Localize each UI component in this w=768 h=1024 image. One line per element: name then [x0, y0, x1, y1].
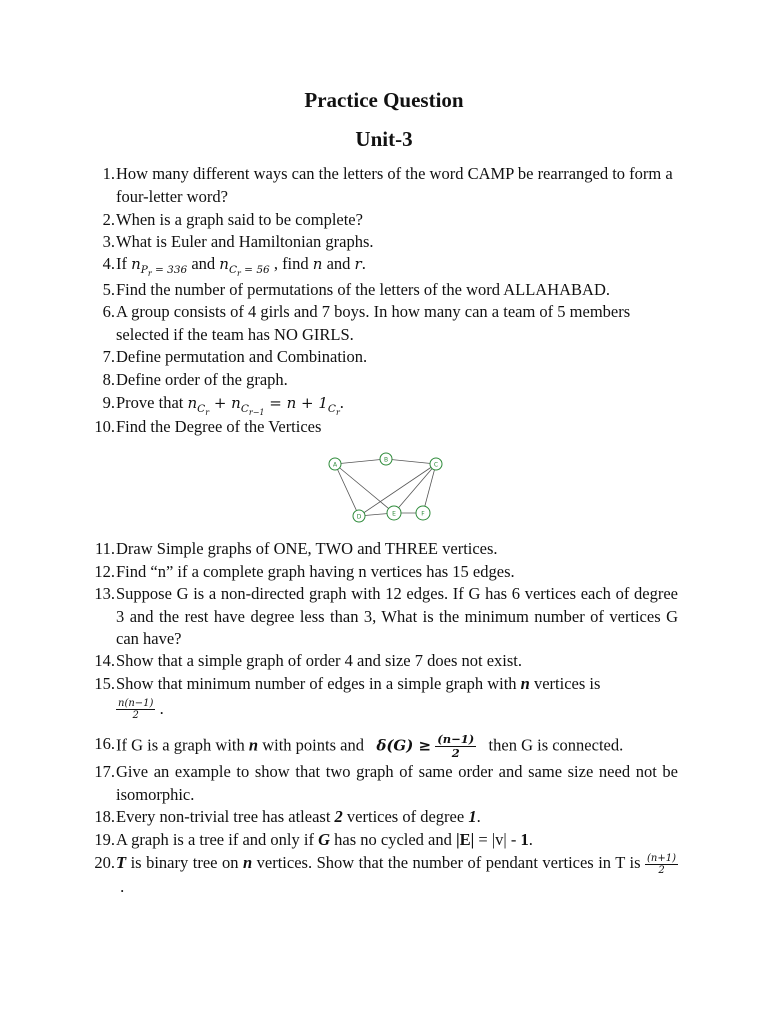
vertex-f	[416, 506, 430, 520]
question-text: T is binary tree on n vertices. Show that the number of pendant vertices in T is $\frac{(n+1)}{2}$ .	[116, 852, 677, 896]
edge-a-b	[335, 456, 389, 464]
vertex-label: D	[356, 513, 362, 521]
question-number: 8.	[102, 370, 115, 389]
vertex-c	[430, 458, 442, 470]
question-text: Find “n” if a complete graph having n vertices has 15 edges.	[116, 562, 515, 581]
question-8	[88, 369, 678, 392]
question-15: 15. Show that minimum number of edges in a simple graph with n vertices is $\frac{n(n-1)}{2}$ .	[88, 673, 678, 721]
question-text: Find the Degree of the Vertices	[116, 417, 322, 436]
question-17	[88, 761, 678, 806]
question-text: Draw Simple graphs of ONE, TWO and THREE vertices.	[116, 539, 498, 558]
question-text: How many different ways can the letters of the word CAMP be rearranged to form a four-letter word?	[116, 164, 673, 206]
question-text: Define order of the graph.	[116, 370, 288, 389]
question-number: 1.	[102, 164, 115, 183]
question-6	[88, 301, 678, 346]
question-number: 15.	[94, 674, 115, 693]
vertex-e	[387, 506, 401, 520]
question-number: 7.	[102, 347, 115, 366]
vertex-label: C	[433, 461, 439, 469]
question-12	[88, 561, 678, 584]
question-number: 14.	[94, 651, 115, 670]
fraction: $\frac{n(n-1)}{2}$	[118, 698, 154, 722]
question-number: 20.	[94, 853, 115, 872]
question-19	[88, 829, 678, 852]
question-number: 4.	[102, 254, 115, 273]
question-text: Suppose G is a non-directed graph with 12 edges. If G has 6 vertices each of degree 3 and the rest have degree less than 3, What is the minimum number of vertices G can have?	[116, 584, 678, 648]
question-5	[88, 279, 678, 302]
vertex-b	[380, 453, 392, 465]
question-number: 9.	[102, 393, 115, 412]
question-text: A graph is a tree if and only if G has no cycled and |E| = |v| - 1.	[116, 830, 533, 849]
question-text: What is Euler and Hamiltonian graphs.	[116, 232, 374, 251]
question-2	[88, 209, 678, 232]
question-number: 10.	[94, 417, 115, 436]
question-1	[88, 163, 678, 208]
vertex-a	[329, 458, 341, 470]
question-text: Show that a simple graph of order 4 and size 7 does not exist.	[116, 651, 522, 670]
question-20	[88, 852, 678, 898]
question-number: 3.	[102, 232, 115, 251]
question-number: 16.	[94, 734, 115, 753]
question-14	[88, 650, 678, 673]
edge-a-d	[332, 461, 359, 516]
question-13	[88, 583, 678, 651]
question-text: Every non-trivial tree has atleast 2 vertices of degree 1.	[116, 807, 481, 826]
question-text: Find the number of permutations of the letters of the word ALLAHABAD.	[116, 280, 610, 299]
question-11	[88, 538, 678, 561]
question-number: 19.	[94, 830, 115, 849]
vertex-degree-graph	[320, 448, 450, 524]
question-16	[88, 733, 678, 760]
fraction: $\frac{(n-1)}{2}$	[437, 732, 475, 760]
question-number: 11.	[94, 539, 115, 558]
vertex-d	[353, 510, 365, 522]
question-text: Define permutation and Combination.	[116, 347, 368, 366]
question-text: Show that minimum number of edges in a simple graph with n vertices is	[116, 674, 601, 693]
question-number: 13.	[94, 584, 115, 603]
question-text: If $n_{P_r = 336}$ and $n_{C_r = 56}$ , find n and r.	[116, 254, 366, 278]
vertex-label: B	[383, 456, 389, 464]
fraction: $\frac{(n+1)}{2}$	[647, 852, 677, 876]
question-number: 2.	[102, 210, 115, 229]
question-text: When is a graph said to be complete?	[116, 210, 363, 229]
question-number: 6.	[102, 302, 115, 321]
question-number: 12.	[94, 562, 115, 581]
page-subtitle: Unit-3	[355, 127, 413, 151]
edge-a-e	[332, 461, 394, 513]
question-number: 18.	[94, 807, 115, 826]
question-7	[88, 346, 678, 369]
vertex-label: F	[421, 510, 425, 518]
question-text: A group consists of 4 girls and 7 boys. In how many can a team of 5 members selected if the team has NO GIRLS.	[116, 302, 631, 344]
question-number: 5.	[102, 280, 115, 299]
question-10	[88, 416, 678, 439]
vertex-label: A	[332, 461, 338, 469]
question-number: 17.	[94, 762, 115, 781]
question-text: If G is a graph with n with points and δ(G) ≥ $\frac{(n-1)}{2}$ then G is connected.	[116, 732, 624, 760]
question-3	[88, 231, 678, 254]
question-18	[88, 806, 678, 829]
question-text: Give an example to show that two graph of same order and same size need not be isomorphic.	[116, 762, 678, 804]
page-title: Practice Question	[304, 88, 464, 112]
question-text: Prove that $n_{C_r} + n_{C_{r-1}} = n + 1_{C_r}$.	[116, 393, 344, 417]
edge-b-c	[383, 456, 436, 464]
vertex-label: E	[392, 510, 396, 518]
